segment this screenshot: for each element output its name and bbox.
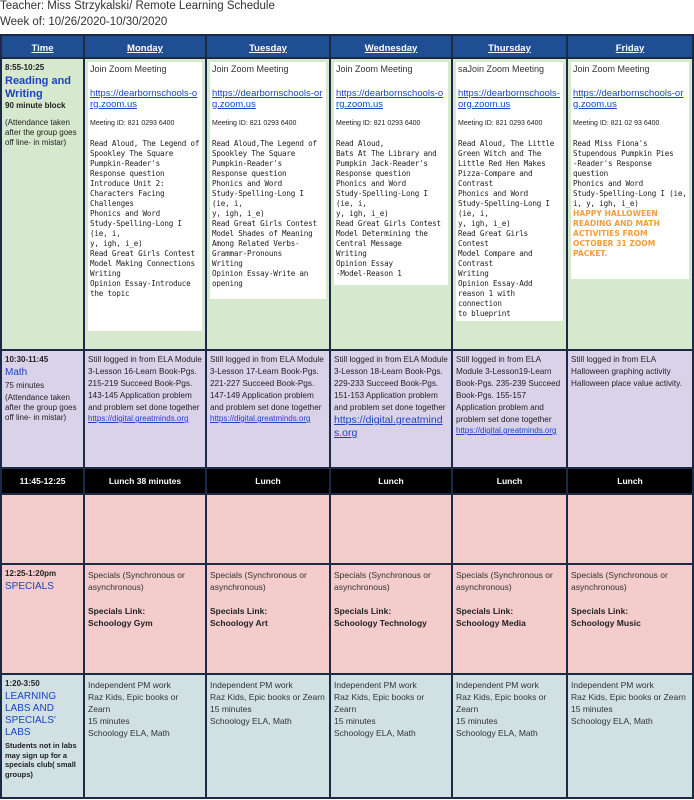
col-header-thursday: Thursday (452, 35, 567, 58)
labs-tuesday (206, 674, 330, 798)
zoom-label: Join Zoom Meeting (212, 64, 289, 74)
col-header-wednesday: Wednesday (330, 35, 452, 58)
blank-row (1, 494, 693, 564)
blank-cell (452, 494, 567, 564)
math-time: 10:30-11:45 (5, 355, 49, 364)
lunch-tuesday: Lunch (206, 468, 330, 494)
col-header-monday: Monday (84, 35, 206, 58)
meeting-id: Meeting ID: 821 0293 6400 (458, 120, 543, 127)
specials-type: Specials (Synchronous or asynchronous) (571, 570, 668, 592)
labs-monday (84, 674, 206, 798)
lunch-row (1, 468, 693, 494)
greatminds-link[interactable]: https://digital.greatminds.org (88, 414, 189, 423)
math-wednesday (330, 350, 452, 468)
specials-link[interactable]: Schoology Technology (334, 618, 427, 628)
zoom-link[interactable]: https://dearbornschools-org.zoom.us (573, 88, 684, 110)
specials-time-cell (1, 564, 84, 674)
math-friday (567, 350, 693, 468)
greatminds-link[interactable]: https://digital.greatminds.org (456, 426, 557, 435)
zoom-label: Join Zoom Meeting (90, 64, 167, 74)
reading-time: 8:55-10:25 (5, 63, 45, 72)
reading-block: 90 minute block (5, 101, 66, 110)
meeting-id: Meeting ID: 821 02 93 6400 (573, 120, 660, 127)
col-header-time: Time (1, 35, 84, 58)
reading-row (1, 58, 693, 350)
zoom-link[interactable]: https://dearbornschools-org.zoom.us (458, 88, 560, 110)
blank-cell (330, 494, 452, 564)
labs-note: Students not in labs may sign up for a specials club( small groups) (5, 741, 77, 779)
specials-link-label: Specials Link: (210, 606, 268, 616)
lesson-description: Read Aloud, Bats At The Library and Pumpkin Jack-Reader's Response question Phonics and Word Study-Spelling-Long I (ie, i, y, igh, i_e) Read Great Girls Contest Model Determining the Central Message Writing Opinion Essay -Model-Reason 1 (336, 139, 441, 278)
labs-thursday (452, 674, 567, 798)
reading-attendance: (Attendance taken after the group goes off line- in mistar) (5, 118, 77, 147)
schedule-table (0, 34, 694, 799)
lesson-description: Read Aloud, The Little Green Witch and The Little Red Hen Makes Pizza-Compare and Contrast Phonics and Word Study-Spelling-Long I (ie, i, y, igh, i_e) Read Great Girls Contest Model Compare and Contrast Writing Opinion Essay-Add reason 1 with connection to blueprint (458, 139, 555, 318)
math-lesson: Still logged in from ELA Module 3-Lesson 16-Learn Book-Pgs. 215-219 Succeed Book-Pgs. 143-145 Application problem and problem set done together (88, 355, 202, 412)
zoom-label: Join Zoom Meeting (573, 64, 650, 74)
specials-link-label: Specials Link: (456, 606, 514, 616)
labs-work: Independent PM work Raz Kids, Epic books or Zearn 15 minutes Schoology ELA, Math (571, 680, 686, 726)
specials-subject: SPECIALS (5, 581, 54, 592)
math-subject: Math (5, 367, 28, 378)
math-lesson: Still logged in from ELA Module 3-Lesson 18-Learn Book-Pgs. 229-233 Succeed Book-Pgs. 151-153 Application problem and problem set done together (334, 355, 448, 412)
zoom-link[interactable]: https://dearbornschools-org.zoom.us (212, 88, 323, 110)
lesson-description: Read Aloud, The Legend of Spookley The Square Pumpkin-Reader's Response question Introduce Unit 2: Characters Facing Challenges Phonics and Word Study-Spelling-Long I (ie, i, y, igh, i_e) Read Great Girls Contest Model Making Connections Writing Opinion Essay-Introduce the topic (90, 139, 200, 298)
reading-monday (84, 58, 206, 350)
week-line: Week of: 10/26/2020-10/30/2020 (0, 16, 168, 28)
specials-friday (567, 564, 693, 674)
teacher-line: Teacher: Miss Strzykalski/ Remote Learning Schedule (0, 0, 275, 12)
blank-cell (1, 494, 84, 564)
labs-time-cell (1, 674, 84, 798)
specials-link[interactable]: Schoology Art (210, 618, 268, 628)
zoom-label: Join Zoom Meeting (336, 64, 413, 74)
halloween-note: HAPPY HALLOWEEN READING AND MATH ACTIVITIES FROM OCTOBER 31 ZOOM PACKET. (573, 209, 660, 258)
labs-row (1, 674, 693, 798)
reading-tuesday (206, 58, 330, 350)
specials-link[interactable]: Schoology Music (571, 618, 641, 628)
specials-thursday (452, 564, 567, 674)
lunch-time: 11:45-12:25 (1, 468, 84, 494)
labs-friday (567, 674, 693, 798)
zoom-link[interactable]: https://dearbornschools-org.zoom.us (90, 88, 198, 110)
math-tuesday (206, 350, 330, 468)
math-time-cell (1, 350, 84, 468)
specials-monday (84, 564, 206, 674)
specials-link-label: Specials Link: (571, 606, 629, 616)
math-minutes: 75 minutes (5, 381, 45, 390)
reading-friday (567, 58, 693, 350)
meeting-id: Meeting ID: 821 0293 6400 (336, 120, 421, 127)
col-header-friday: Friday (567, 35, 693, 58)
blank-cell (206, 494, 330, 564)
specials-link-label: Specials Link: (334, 606, 392, 616)
lunch-thursday: Lunch (452, 468, 567, 494)
labs-subject: LEARNING LABS AND SPECIALS' LABS (5, 691, 57, 738)
specials-time: 12:25-1:20pm (5, 569, 57, 578)
specials-type: Specials (Synchronous or asynchronous) (210, 570, 307, 592)
blank-cell (567, 494, 693, 564)
reading-thursday (452, 58, 567, 350)
lesson-description: Read Miss Fiona's Stupendous Pumpkin Pies -Reader's Response question Phonics and Word Study-Spelling-Long I (ie, i, y, igh, i_e) (573, 139, 687, 208)
header-row (1, 35, 693, 58)
specials-type: Specials (Synchronous or asynchronous) (88, 570, 185, 592)
specials-link[interactable]: Schoology Gym (88, 618, 153, 628)
math-attendance: (Attendance taken after the group goes off line- in mistar) (5, 393, 77, 422)
specials-type: Specials (Synchronous or asynchronous) (456, 570, 553, 592)
greatminds-link[interactable]: https://digital.greatminds.org (210, 414, 311, 423)
labs-work: Independent PM work Raz Kids, Epic books or Zearn 15 minutes Schoology ELA, Math (88, 680, 179, 738)
meeting-id: Meeting ID: 821 0293 6400 (90, 120, 175, 127)
blank-cell (84, 494, 206, 564)
specials-wednesday (330, 564, 452, 674)
specials-type: Specials (Synchronous or asynchronous) (334, 570, 431, 592)
specials-link[interactable]: Schoology Media (456, 618, 526, 628)
lunch-wednesday: Lunch (330, 468, 452, 494)
math-lesson: Still logged in from ELA Module 3-Lesson19-Learn Book-Pgs. 235-239 Succeed Book-Pgs. 155-157 Application problem and problem set done together (456, 355, 561, 424)
math-lesson: Still logged in from ELA Halloween graphing activity Halloween place value activity. (571, 355, 682, 388)
labs-wednesday (330, 674, 452, 798)
reading-subject: Reading and Writing (5, 75, 72, 100)
labs-time: 1:20-3:50 (5, 679, 40, 688)
math-thursday (452, 350, 567, 468)
math-lesson: Still logged in from ELA Module 3-Lesson 17-Learn Book-Pgs. 221-227 Succeed Book-Pgs. 147-149 Application problem and problem set done together (210, 355, 324, 412)
zoom-label: saJoin Zoom Meeting (458, 64, 545, 74)
math-monday (84, 350, 206, 468)
meeting-id: Meeting ID: 821 0293 6400 (212, 120, 297, 127)
reading-wednesday (330, 58, 452, 350)
greatminds-link[interactable]: https://digital.greatminds.org (334, 414, 443, 439)
labs-work: Independent PM work Raz Kids, Epic books or Zearn 15 minutes Schoology ELA, Math (456, 680, 547, 738)
labs-work: Independent PM work Raz Kids, Epic books or Zearn 15 minutes Schoology ELA, Math (334, 680, 425, 738)
lesson-description: Read Aloud,The Legend of Spookley The Square Pumpkin-Reader's Response question Phonics and Word Study-Spelling-Long I (ie, i, y, igh, i_e) Read Great Girls Contest Model Shades of Meaning Among Related Verbs- Grammar-Pronouns Writing Opinion Essay-Write an opening (212, 139, 317, 288)
specials-link-label: Specials Link: (88, 606, 146, 616)
labs-work: Independent PM work Raz Kids, Epic books or Zearn 15 minutes Schoology ELA, Math (210, 680, 325, 726)
reading-time-cell (1, 58, 84, 350)
specials-row (1, 564, 693, 674)
math-row (1, 350, 693, 468)
specials-tuesday (206, 564, 330, 674)
zoom-link[interactable]: https://dearbornschools-org.zoom.us (336, 88, 444, 110)
lunch-monday: Lunch 38 minutes (84, 468, 206, 494)
lunch-friday: Lunch (567, 468, 693, 494)
col-header-tuesday: Tuesday (206, 35, 330, 58)
